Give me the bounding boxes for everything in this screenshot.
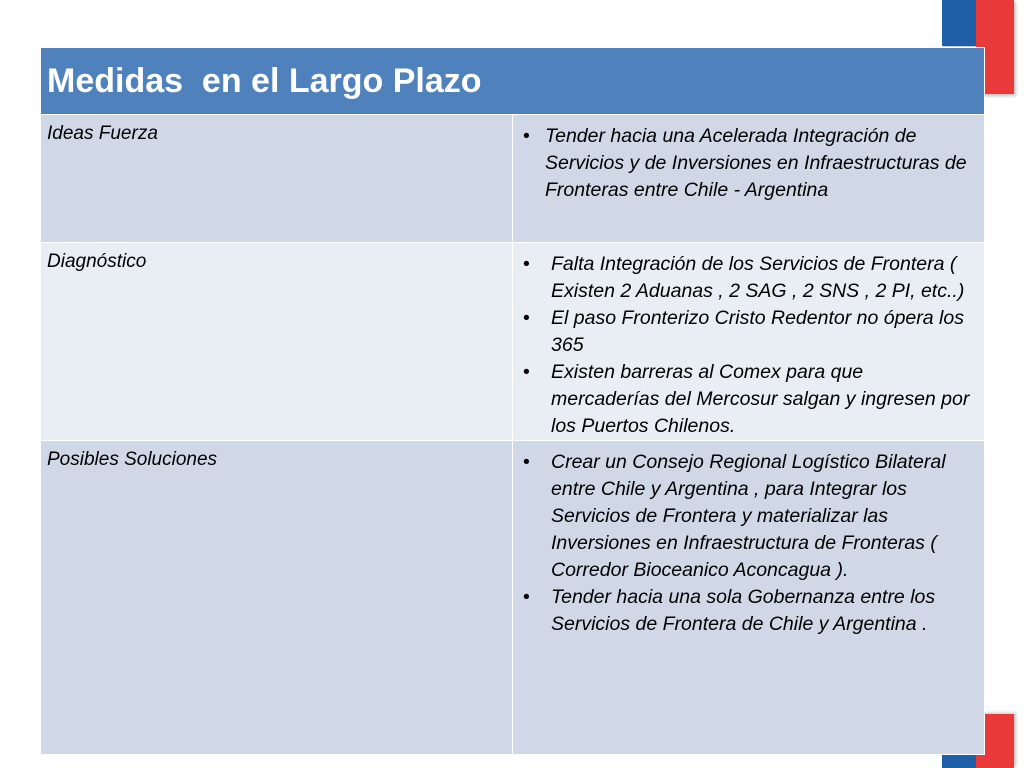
row-label-cell xyxy=(41,115,513,243)
bullet-item xyxy=(519,305,974,359)
table-header-row xyxy=(41,48,985,115)
table-row-posibles-soluciones xyxy=(41,441,985,755)
bullet-list xyxy=(513,441,984,638)
row-label-cell xyxy=(41,441,513,755)
bullet-text: Tender hacia una Acelerada Integración de Servicios y de Inversiones en Infraestructuras de Fronteras entre Chile - Argentina xyxy=(545,125,967,201)
bullet-icon: • xyxy=(523,253,530,275)
measures-table xyxy=(40,47,985,755)
bullet-item xyxy=(519,123,974,204)
bullet-text: Crear un Consejo Regional Logístico Bilateral entre Chile y Argentina , para Integrar los Servicios de Frontera y materializar las Inversiones en Infraestructura de Fronteras ( Corredor Bioceanico Aconcagua ). xyxy=(551,451,946,581)
flag-accent-blue-top xyxy=(942,0,976,46)
row-content-cell xyxy=(513,441,985,755)
table-row-ideas-fuerza xyxy=(41,115,985,243)
row-label: Ideas Fuerza xyxy=(47,123,158,144)
bullet-text: El paso Fronterizo Cristo Redentor no ópera los 365 xyxy=(551,307,964,356)
bullet-icon: • xyxy=(523,307,530,329)
bullet-item xyxy=(519,359,974,440)
bullet-text: Existen barreras al Comex para que mercaderías del Mercosur salgan y ingresen por los Puertos Chilenos. xyxy=(551,361,970,437)
row-content-cell xyxy=(513,115,985,243)
bullet-item xyxy=(519,584,974,638)
table-header-cell xyxy=(41,48,985,115)
bullet-text: Falta Integración de los Servicios de Frontera ( Existen 2 Aduanas , 2 SAG , 2 SNS , 2 PI, etc..) xyxy=(551,253,965,302)
bullet-item xyxy=(519,449,974,584)
bullet-list xyxy=(513,115,984,204)
bullet-icon: • xyxy=(523,451,530,473)
row-label: Posibles Soluciones xyxy=(47,449,218,470)
table-row-diagnostico xyxy=(41,243,985,441)
bullet-icon: • xyxy=(523,586,530,608)
bullet-item xyxy=(519,251,974,305)
row-content-cell xyxy=(513,243,985,441)
bullet-text: Tender hacia una sola Gobernanza entre los Servicios de Frontera de Chile y Argentina . xyxy=(551,586,936,635)
slide-title: Medidas en el Largo Plazo xyxy=(47,61,482,100)
bullet-list xyxy=(513,243,984,440)
bullet-icon: • xyxy=(523,361,530,383)
bullet-icon: • xyxy=(523,125,530,147)
row-label: Diagnóstico xyxy=(47,251,147,272)
row-label-cell xyxy=(41,243,513,441)
